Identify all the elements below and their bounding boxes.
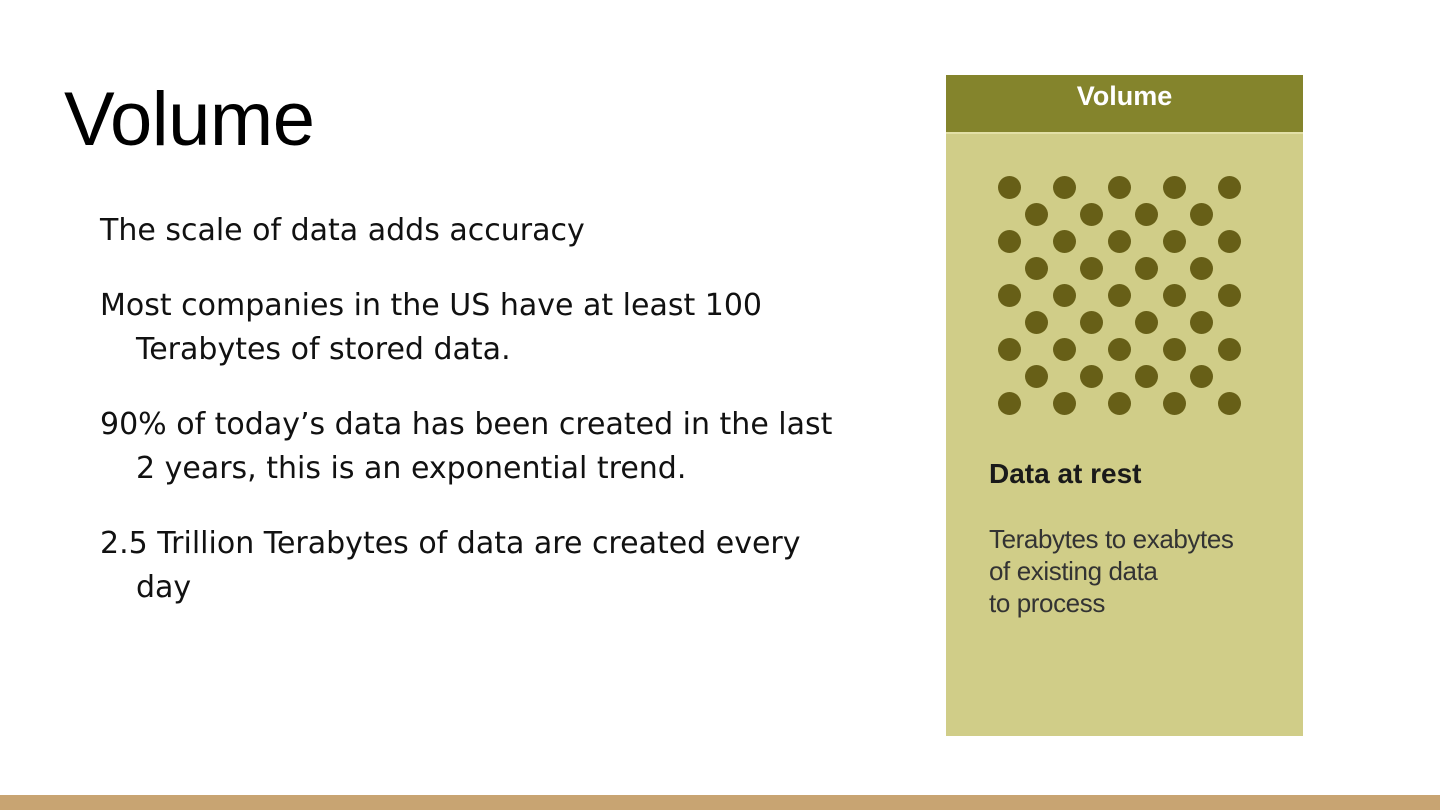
data-dot: [1190, 311, 1213, 334]
data-dot: [1135, 203, 1158, 226]
data-dot: [1218, 338, 1241, 361]
data-dot: [1108, 284, 1131, 307]
data-dot: [1108, 230, 1131, 253]
footer-band: [0, 795, 1440, 810]
bullet-item: The scale of data adds accuracy: [100, 213, 585, 248]
data-dot: [1053, 338, 1076, 361]
card-description: Terabytes to exabytes of existing data to process: [989, 524, 1234, 618]
data-dot: [1080, 311, 1103, 334]
data-dot: [1080, 203, 1103, 226]
data-dot: [998, 176, 1021, 199]
data-dot: [998, 284, 1021, 307]
bullet-list: [100, 209, 860, 641]
dot-grid-illustration: [946, 75, 1303, 736]
bullet-item: Most companies in the US have at least 100 Terabytes of stored data.: [100, 288, 763, 367]
data-dot: [1108, 338, 1131, 361]
data-dot: [1025, 311, 1048, 334]
card-header-label: Volume: [1076, 81, 1173, 111]
data-dot: [1163, 284, 1186, 307]
data-dot: [1080, 365, 1103, 388]
data-dot: [1163, 176, 1186, 199]
bullet-item: 2.5 Trillion Terabytes of data are created every day: [100, 526, 801, 605]
data-dot: [998, 230, 1021, 253]
data-dot: [1053, 284, 1076, 307]
data-dot: [1025, 365, 1048, 388]
data-dot: [1218, 230, 1241, 253]
data-dot: [1218, 284, 1241, 307]
data-dot: [1190, 257, 1213, 280]
bullet-item: 90% of today’s data has been created in the last 2 years, this is an exponential trend.: [100, 407, 833, 486]
volume-card: [946, 75, 1303, 736]
data-dot: [1135, 311, 1158, 334]
card-heading: Data at rest: [989, 458, 1142, 489]
data-dot: [1190, 365, 1213, 388]
data-dot: [1135, 365, 1158, 388]
data-dot: [1218, 176, 1241, 199]
slide-title: Volume: [64, 77, 315, 162]
data-dot: [1108, 392, 1131, 415]
data-dot: [1053, 176, 1076, 199]
data-dot: [1053, 230, 1076, 253]
data-dot: [1108, 176, 1131, 199]
data-dot: [1163, 230, 1186, 253]
data-dot: [1053, 392, 1076, 415]
data-dot: [1163, 392, 1186, 415]
data-dot: [1025, 257, 1048, 280]
data-dot: [1163, 338, 1186, 361]
data-dot: [998, 338, 1021, 361]
data-dot: [1025, 203, 1048, 226]
data-dot: [1218, 392, 1241, 415]
data-dot: [1190, 203, 1213, 226]
data-dot: [1080, 257, 1103, 280]
data-dot: [998, 392, 1021, 415]
data-dot: [1135, 257, 1158, 280]
